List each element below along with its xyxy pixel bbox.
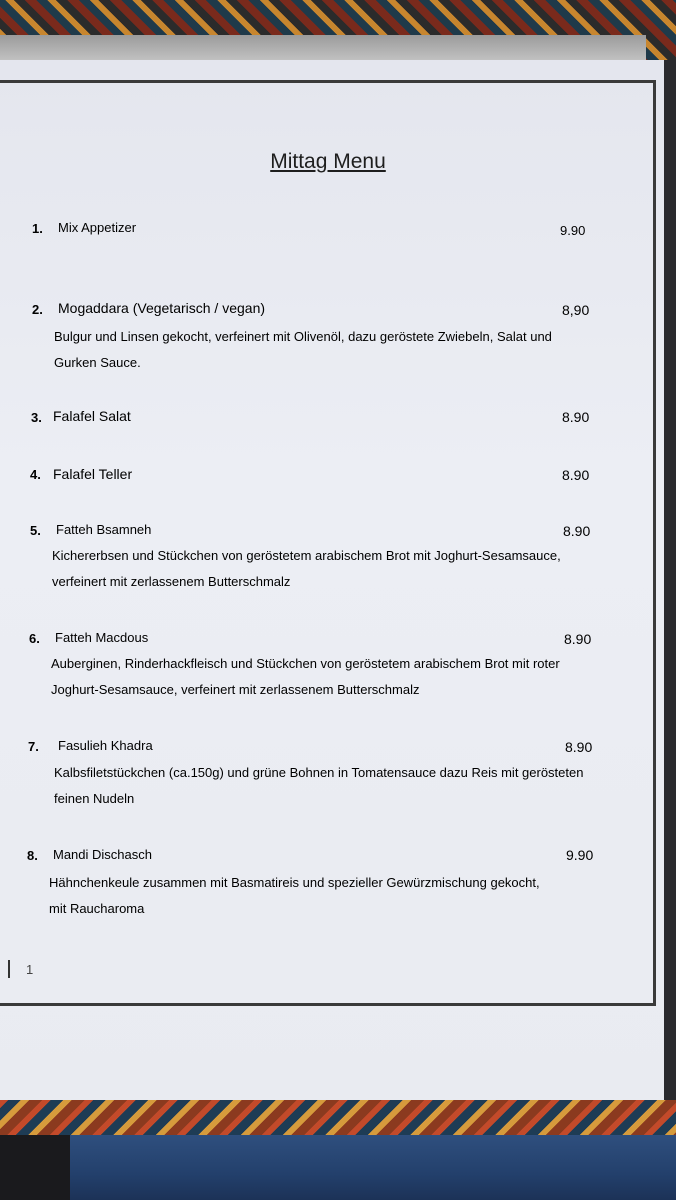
item-number: 4.: [30, 467, 41, 482]
item-price: 8,90: [562, 302, 590, 318]
page-title: Mittag Menu: [270, 150, 386, 173]
item-price: 8.90: [563, 523, 591, 539]
item-name: Falafel Teller: [53, 466, 133, 482]
item-description: Auberginen, Rinderhackfleisch und Stückchen von geröstetem arabischem Brot mit roter Joghurt-Sesamsauce, verfeinert mit zerlassenem Butterschmalz: [51, 656, 560, 697]
item-price: 8.90: [562, 409, 590, 425]
item-price: 8.90: [564, 631, 592, 647]
item-price: 9.90: [560, 223, 586, 238]
item-number: 3.: [31, 410, 42, 425]
page-marker: [8, 960, 10, 978]
item-number: 5.: [30, 523, 41, 538]
background-shadow: [0, 1135, 70, 1200]
item-number: 1.: [32, 221, 43, 236]
item-number: 6.: [29, 631, 40, 646]
item-description: Hähnchenkeule zusammen mit Basmatireis und spezieller Gewürzmischung gekocht, mit Raucharoma: [49, 875, 540, 916]
item-number: 7.: [28, 739, 39, 754]
item-name: Mix Appetizer: [58, 220, 137, 235]
item-description: Kalbsfiletstückchen (ca.150g) und grüne Bohnen in Tomatensauce dazu Reis mit gerösteten feinen Nudeln: [54, 765, 584, 806]
item-price: 8.90: [562, 467, 590, 483]
item-number: 8.: [27, 848, 38, 863]
item-name: Mandi Dischasch: [53, 847, 152, 862]
item-number: 2.: [32, 302, 43, 317]
background-fabric: [70, 1135, 676, 1200]
item-description: Kichererbsen und Stückchen von geröstetem arabischem Brot mit Joghurt-Sesamsauce, verfeinert mit zerlassenem Butterschmalz: [52, 548, 561, 589]
item-name: Fatteh Macdous: [55, 630, 149, 645]
item-price: 8.90: [565, 739, 593, 755]
item-name: Fasulieh Khadra: [58, 738, 153, 753]
item-description: Bulgur und Linsen gekocht, verfeinert mit Olivenöl, dazu geröstete Zwiebeln, Salat und Gurken Sauce.: [54, 329, 552, 370]
item-name: Fatteh Bsamneh: [56, 522, 152, 537]
item-price: 9.90: [566, 847, 594, 863]
item-name: Falafel Salat: [53, 408, 131, 424]
page-number: 1: [26, 962, 34, 977]
item-name: Mogaddara (Vegetarisch / vegan): [58, 300, 266, 316]
